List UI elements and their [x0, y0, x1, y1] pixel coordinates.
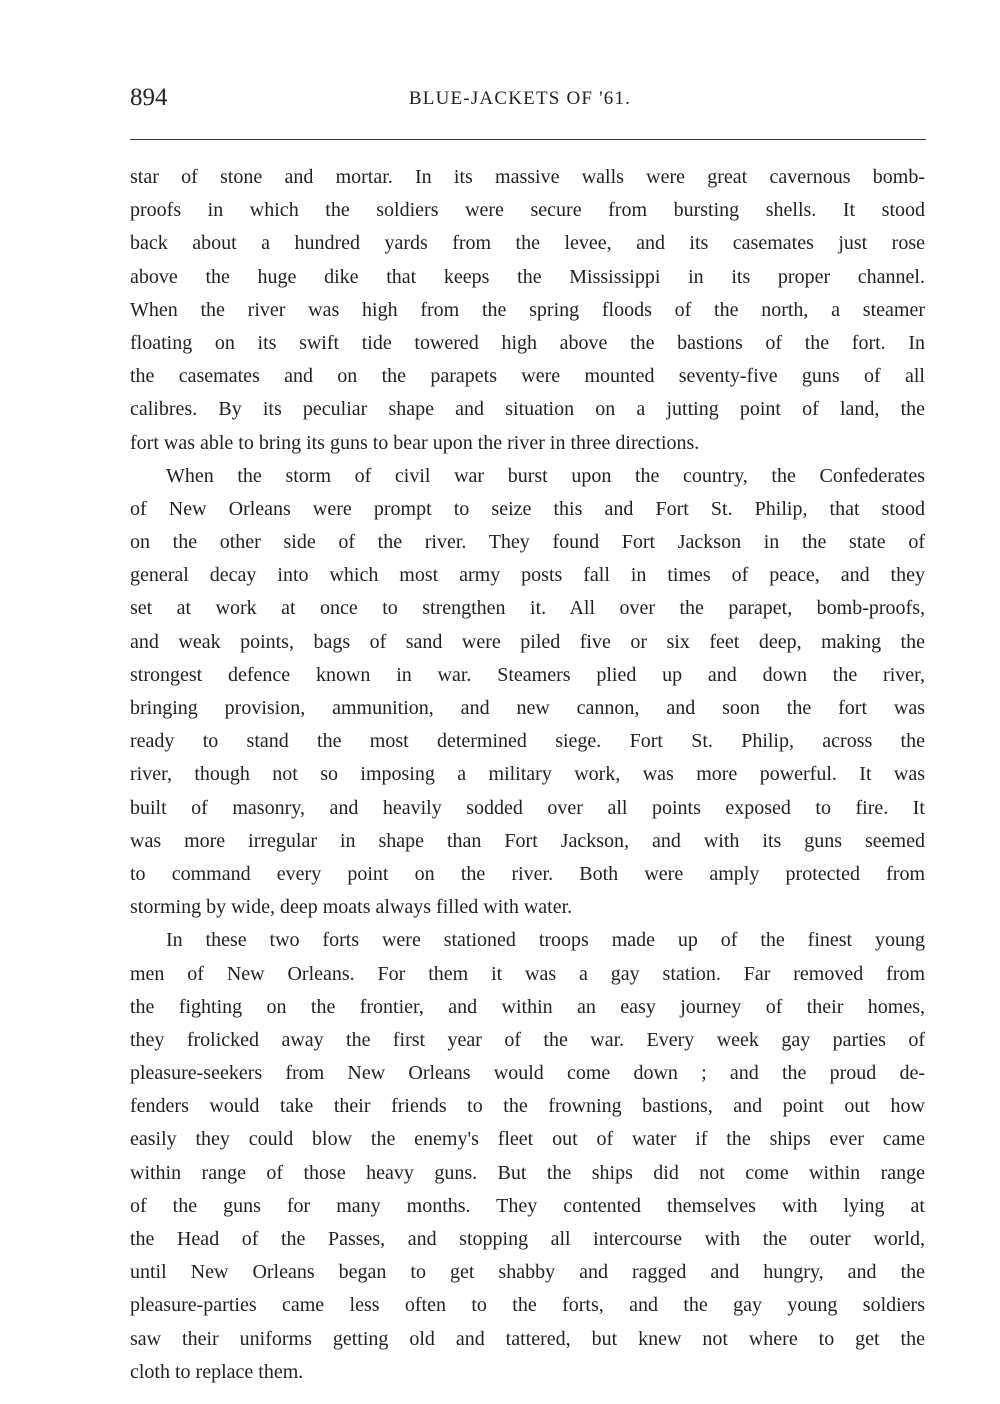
text-line: calibres. By its peculiar shape and situation on a jutting point of land, the: [130, 398, 925, 421]
text-line: until New Orleans began to get shabby and ragged and hungry, and the: [130, 1261, 925, 1284]
text-line: strongest defence known in war. Steamers plied up and down the river,: [130, 663, 925, 686]
text-line: on the other side of the river. They found Fort Jackson in the state of: [130, 531, 925, 554]
paragraph: [130, 460, 925, 925]
text-line: easily they could blow the enemy's fleet out of water if the ships ever came: [130, 1128, 925, 1151]
text-line: river, though not so imposing a military work, was more powerful. It was: [130, 763, 925, 786]
text-line: and weak points, bags of sand were piled five or six feet deep, making the: [130, 630, 925, 653]
header-rule: [130, 139, 926, 140]
text-line: bringing provision, ammunition, and new cannon, and soon the fort was: [130, 697, 925, 719]
text-line: storming by wide, deep moats always filled with water.: [130, 896, 573, 919]
text-line: men of New Orleans. For them it was a gay station. Far removed from: [130, 962, 925, 985]
text-line: star of stone and mortar. In its massive walls were great cavernous bomb-: [130, 166, 925, 188]
paragraph: [130, 161, 925, 460]
running-title: BLUE-JACKETS OF '61.: [408, 88, 632, 109]
text-line: to command every point on the river. Both were amply protected from: [130, 862, 925, 885]
text-line: general decay into which most army posts fall in times of peace, and they: [130, 564, 925, 587]
text-line: When the storm of civil war burst upon the country, the Confederates: [166, 464, 925, 487]
text-line: the Head of the Passes, and stopping all intercourse with the outer world,: [130, 1228, 925, 1250]
body-text: [130, 161, 925, 1389]
text-line: pleasure-parties came less often to the forts, and the gay young soldiers: [130, 1294, 925, 1317]
text-line: back about a hundred yards from the levee, and its casemates just rose: [130, 232, 925, 255]
text-line: the casemates and on the parapets were mounted seventy-five guns of all: [130, 365, 925, 388]
text-line: of New Orleans were prompt to seize this and Fort St. Philip, that stood: [130, 497, 925, 520]
text-line: ready to stand the most determined siege. Fort St. Philip, across the: [130, 730, 925, 753]
text-line: set at work at once to strengthen it. All over the parapet, bomb-proofs,: [130, 597, 925, 620]
text-line: proofs in which the soldiers were secure from bursting shells. It stood: [130, 199, 925, 222]
text-line: When the river was high from the spring floods of the north, a steamer: [130, 298, 925, 321]
text-line: was more irregular in shape than Fort Jackson, and with its guns seemed: [130, 829, 925, 852]
text-line: the fighting on the frontier, and within an easy journey of their homes,: [130, 995, 925, 1018]
text-line: cloth to replace them.: [130, 1360, 304, 1383]
text-line: pleasure-seekers from New Orleans would come down ; and the proud de-: [130, 1062, 925, 1085]
paragraph: [130, 924, 925, 1389]
page-number: 894: [130, 84, 168, 111]
text-line: within range of those heavy guns. But the ships did not come within range: [130, 1161, 925, 1184]
text-line: fenders would take their friends to the frowning bastions, and point out how: [130, 1095, 925, 1118]
text-line: of the guns for many months. They contented themselves with lying at: [130, 1194, 925, 1217]
text-line: saw their uniforms getting old and tattered, but knew not where to get the: [130, 1327, 925, 1350]
text-line: above the huge dike that keeps the Mississippi in its proper channel.: [130, 265, 925, 288]
text-line: fort was able to bring its guns to bear upon the river in three directions.: [130, 431, 700, 454]
text-line: built of masonry, and heavily sodded over all points exposed to fire. It: [130, 796, 925, 819]
text-line: floating on its swift tide towered high above the bastions of the fort. In: [130, 331, 925, 354]
text-line: In these two forts were stationed troops made up of the finest young: [166, 929, 925, 952]
text-line: they frolicked away the first year of the war. Every week gay parties of: [130, 1028, 925, 1051]
